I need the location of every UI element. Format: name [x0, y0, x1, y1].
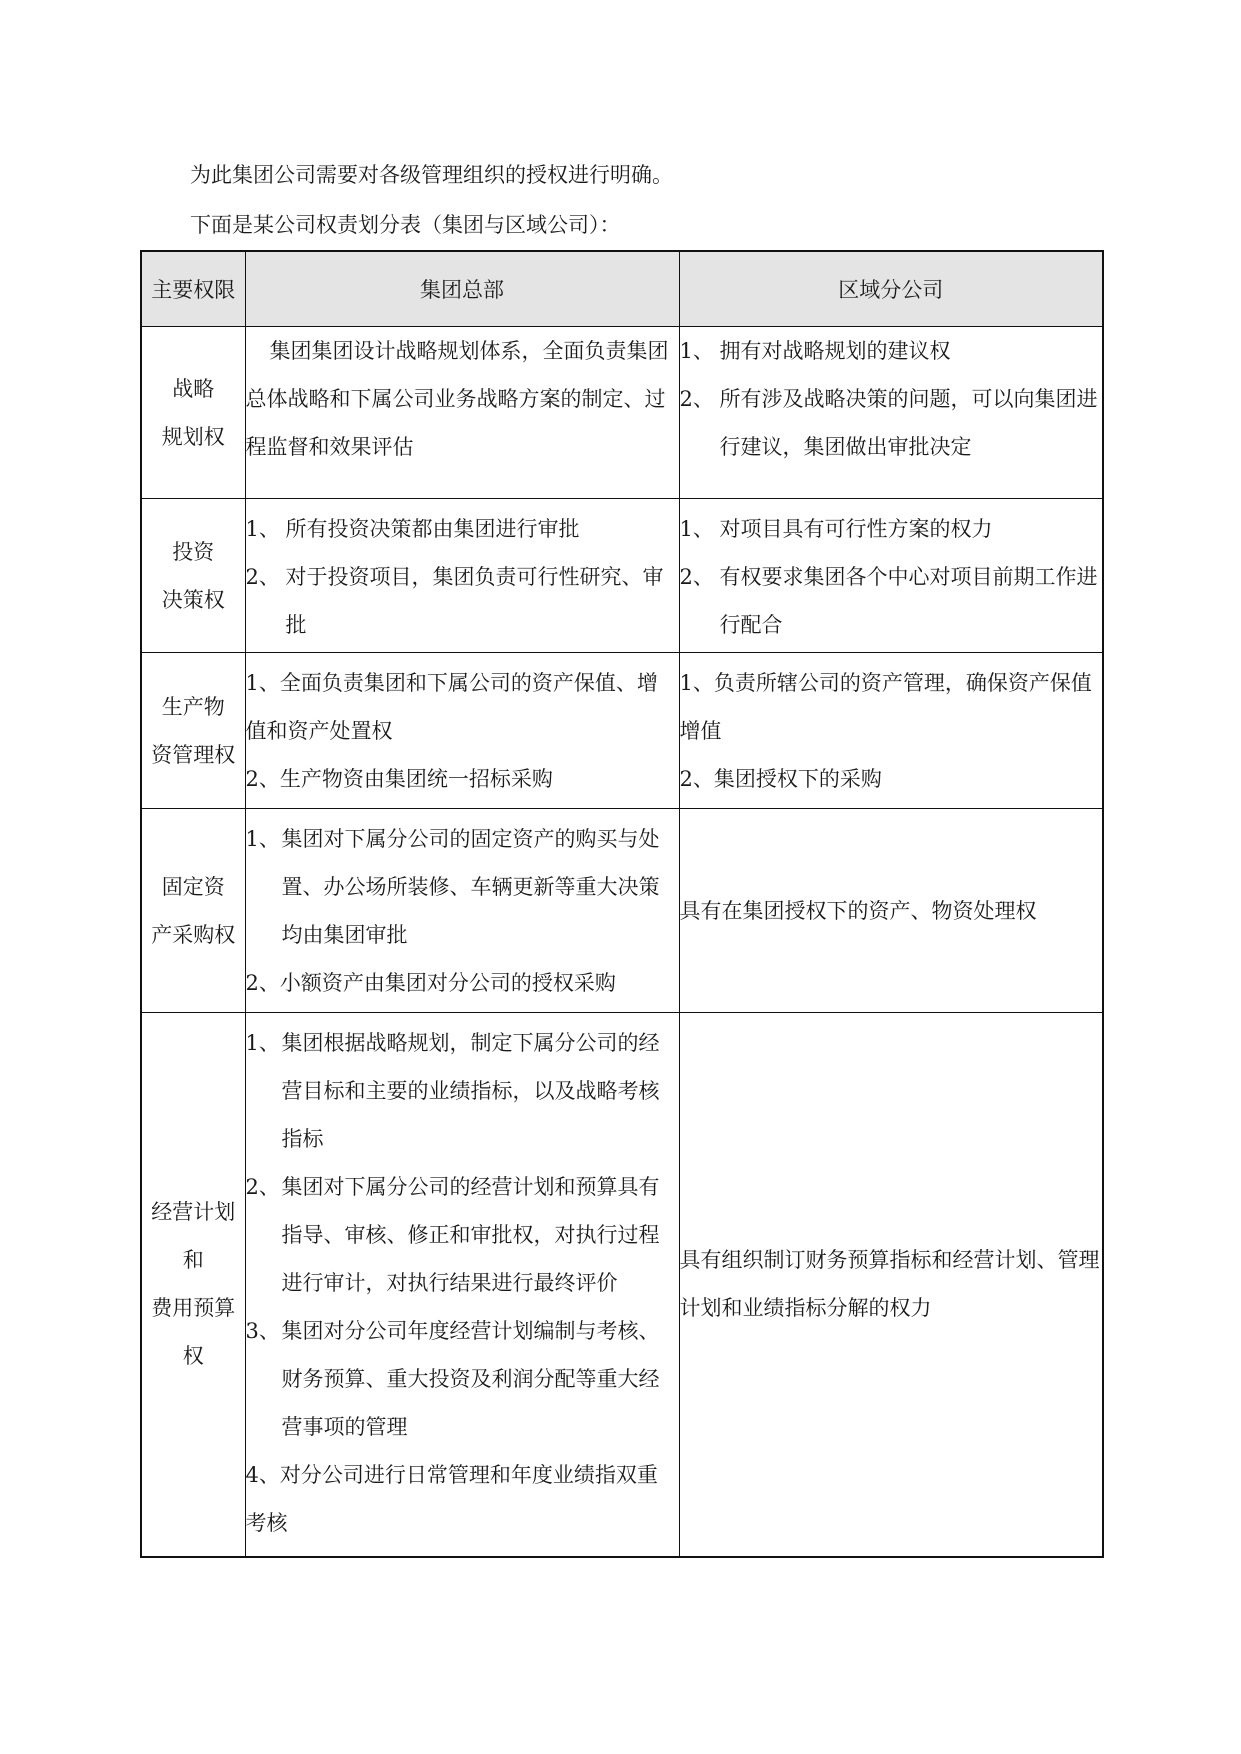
- hq-cell: [245, 653, 679, 809]
- header-regional-branch: 区域分公司: [679, 251, 1103, 327]
- list-item: 2、 所有涉及战略决策的问题，可以向集团进行建议，集团做出审批决定: [679, 387, 1098, 459]
- list-item: 2、集团授权下的采购: [679, 767, 882, 791]
- list-item: 1、 对项目具有可行性方案的权力: [679, 517, 993, 541]
- list-item: 1、 集团对下属分公司的固定资产的购买与处置、办公场所装修、车辆更新等重大决策均由集团审批: [245, 827, 660, 947]
- list-item: 1、 拥有对战略规划的建议权: [679, 339, 951, 363]
- list-item: 2、 有权要求集团各个中心对项目前期工作进行配合: [679, 565, 1098, 637]
- header-group-hq: 集团总部: [245, 251, 679, 327]
- list-item: 2、小额资产由集团对分公司的授权采购: [245, 971, 616, 995]
- table-row: [141, 653, 1103, 809]
- region-cell: [679, 327, 1103, 499]
- table-row: [141, 499, 1103, 653]
- table-row: [141, 327, 1103, 499]
- region-cell: [679, 809, 1103, 1013]
- list-item: 2、生产物资由集团统一招标采购: [245, 767, 553, 791]
- list-item: 1、全面负责集团和下属公司的资产保值、增值和资产处置权: [245, 671, 658, 743]
- list-item: 2、 集团对下属分公司的经营计划和预算具有指导、审核、修正和审批权，对执行过程进行审计，对执行结果进行最终评价: [245, 1175, 660, 1295]
- hq-cell: [245, 499, 679, 653]
- region-text: 具有在集团授权下的资产、物资处理权: [679, 898, 1037, 923]
- region-text: 具有组织制订财务预算指标和经营计划、管理计划和业绩指标分解的权力: [679, 1248, 1100, 1321]
- list-item: 1、 集团根据战略规划，制定下属分公司的经营目标和主要的业绩指标，以及战略考核指标: [245, 1031, 660, 1151]
- region-cell: [679, 1013, 1103, 1557]
- hq-cell: [245, 327, 679, 499]
- hq-cell: [245, 1013, 679, 1557]
- hq-cell: [245, 809, 679, 1013]
- list-item: 1、 所有投资决策都由集团进行审批: [245, 517, 580, 541]
- table-row: [141, 1013, 1103, 1557]
- authority-table: [140, 250, 1104, 1558]
- authority-name: 固定资 产采购权: [141, 809, 245, 1013]
- list-item: 2、 对于投资项目，集团负责可行性研究、审批: [245, 565, 664, 637]
- authority-name: 经营计划 和 费用预算 权: [141, 1013, 245, 1557]
- region-cell: [679, 653, 1103, 809]
- authority-name: 生产物 资管理权: [141, 653, 245, 809]
- table-header-row: [141, 251, 1103, 327]
- list-item: 1、负责所辖公司的资产管理，确保资产保值增值: [679, 671, 1092, 743]
- hq-text: 集团集团设计战略规划体系，全面负责集团总体战略和下属公司业务战略方案的制定、过程监督和效果评估: [245, 339, 669, 459]
- authority-name: 投资 决策权: [141, 499, 245, 653]
- table-row: [141, 809, 1103, 1013]
- intro-paragraph-2: 下面是某公司权责划分表（集团与区域公司）：: [190, 213, 621, 237]
- region-cell: [679, 499, 1103, 653]
- list-item: 4、对分公司进行日常管理和年度业绩指双重考核: [245, 1463, 658, 1535]
- intro-paragraph-1: 为此集团公司需要对各级管理组织的授权进行明确。: [190, 163, 673, 187]
- header-main-authority: 主要权限: [141, 251, 245, 327]
- authority-name: 战略 规划权: [141, 327, 245, 499]
- list-item: 3、 集团对分公司年度经营计划编制与考核、财务预算、重大投资及利润分配等重大经营事项的管理: [245, 1319, 660, 1439]
